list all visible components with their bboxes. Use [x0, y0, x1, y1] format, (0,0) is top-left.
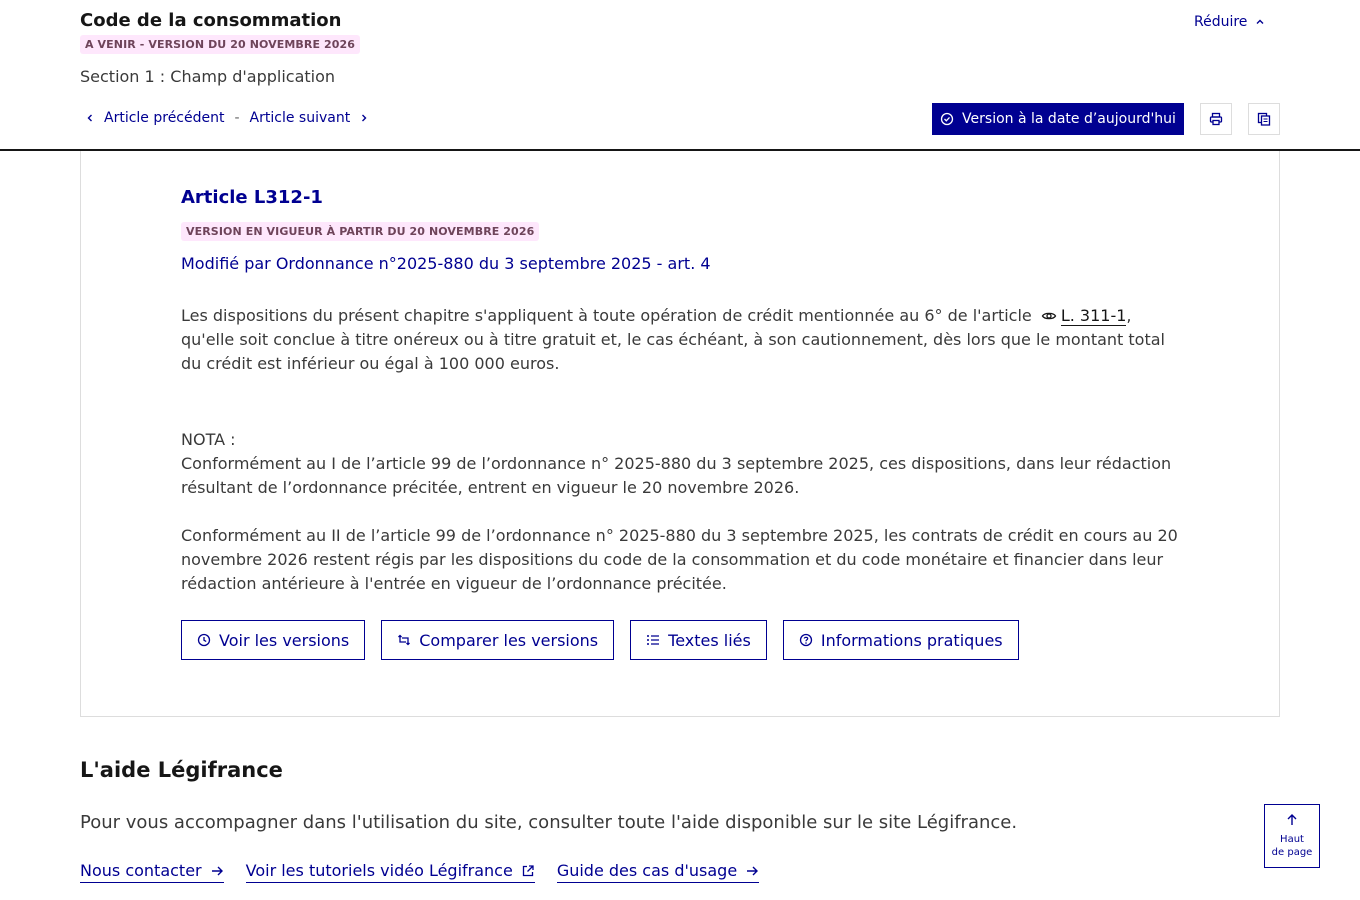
article-ref-label: L. 311-1	[1060, 306, 1127, 325]
chevron-right-icon	[360, 113, 368, 123]
clock-icon	[197, 633, 211, 647]
modified-by-link[interactable]: Modifié par Ordonnance n°2025-880 du 3 septembre 2025 - art. 4	[181, 254, 711, 273]
use-cases-guide-link[interactable]	[557, 861, 759, 883]
version-badge: A VENIR - VERSION DU 20 NOVEMBRE 2026	[80, 35, 360, 54]
chevron-up-icon	[1255, 17, 1265, 27]
version-today-button[interactable]	[932, 103, 1184, 135]
compare-versions-label: Comparer les versions	[419, 630, 599, 650]
nota-label: NOTA :	[181, 430, 236, 449]
article-ref-link[interactable]	[1037, 306, 1127, 325]
next-article-label: Article suivant	[249, 110, 351, 126]
print-button[interactable]	[1200, 103, 1232, 135]
nota-paragraph-1: Conformément au I de l’article 99 de l’ordonnance n° 2025-880 du 3 septembre 2025, ces dispositions, dans leur rédaction résultant de l’ordonnance précitée, entrent en vigueur le 20 novembre 2026.	[181, 454, 1172, 497]
article-actions	[181, 620, 1019, 660]
back-to-top-line1: Haut	[1280, 834, 1304, 845]
view-versions-label: Voir les versions	[219, 630, 350, 650]
article-version-badge: VERSION EN VIGUEUR À PARTIR DU 20 NOVEMBRE 2026	[181, 222, 539, 241]
list-icon	[646, 633, 660, 647]
article-text-start: Les dispositions du présent chapitre s'appliquent à toute opération de crédit mentionnée au 6° de l'article	[181, 306, 1037, 325]
article-title: Article L312-1	[181, 187, 323, 208]
next-article-link[interactable]	[250, 110, 369, 126]
arrow-right-icon	[210, 865, 224, 877]
linked-texts-label: Textes liés	[668, 630, 751, 650]
nav-separator: -	[234, 110, 240, 126]
article-paragraph	[181, 304, 1181, 376]
view-versions-button[interactable]	[181, 620, 365, 660]
help-text: Pour vous accompagner dans l'utilisation du site, consulter toute l'aide disponible sur le site Légifrance.	[80, 812, 1018, 833]
copy-icon	[1257, 112, 1271, 126]
reduire-label: Réduire	[1194, 14, 1248, 30]
section-label: Section 1 : Champ d'application	[80, 67, 336, 86]
version-today-label: Version à la date d’aujourd'hui	[962, 111, 1176, 127]
compare-versions-button[interactable]	[381, 620, 614, 660]
contact-label: Nous contacter	[80, 861, 202, 880]
compare-arrows-icon	[397, 633, 411, 647]
back-to-top-line2: de page	[1271, 847, 1313, 858]
eye-icon	[1041, 309, 1057, 323]
arrow-up-icon	[1286, 813, 1298, 827]
arrow-right-icon	[745, 865, 759, 877]
linked-texts-button[interactable]	[630, 620, 767, 660]
article-text-end: , qu'elle soit conclue à titre onéreux ou à titre gratuit et, le cas échéant, à son cautionnement, dès lors que le montant total du crédit est inférieur ou égal à 100 000 euros.	[181, 306, 1165, 373]
printer-icon	[1209, 112, 1223, 126]
article-header	[0, 0, 1360, 151]
copy-button[interactable]	[1248, 103, 1280, 135]
use-cases-guide-label: Guide des cas d'usage	[556, 861, 738, 880]
reduire-button[interactable]	[1194, 14, 1265, 30]
external-link-icon	[521, 864, 535, 878]
chevron-left-icon	[86, 113, 94, 123]
question-circle-icon	[799, 633, 813, 647]
contact-link[interactable]	[80, 861, 224, 883]
previous-article-label: Article précédent	[104, 110, 225, 126]
back-to-top-button[interactable]	[1264, 804, 1320, 868]
nota-paragraph-2: Conformément au II de l’article 99 de l’ordonnance n° 2025-880 du 3 septembre 2025, les contrats de crédit en cours au 20 novembre 2026 restent régis par les dispositions du code de la consommation et du code monétaire et financier dans leur rédaction antérieure à l'entrée en vigueur de l’ordonnance précitée.	[181, 526, 1178, 593]
article-navigation	[86, 110, 368, 126]
tutorials-link[interactable]	[246, 861, 535, 883]
help-title: L'aide Légifrance	[80, 758, 283, 782]
help-links	[80, 861, 759, 883]
previous-article-link[interactable]	[86, 110, 224, 126]
practical-info-label: Informations pratiques	[820, 630, 1003, 650]
practical-info-button[interactable]	[783, 620, 1019, 660]
tutorials-label: Voir les tutoriels vidéo Légifrance	[245, 861, 513, 880]
code-title: Code de la consommation	[80, 10, 342, 31]
check-circle-icon	[940, 112, 954, 126]
